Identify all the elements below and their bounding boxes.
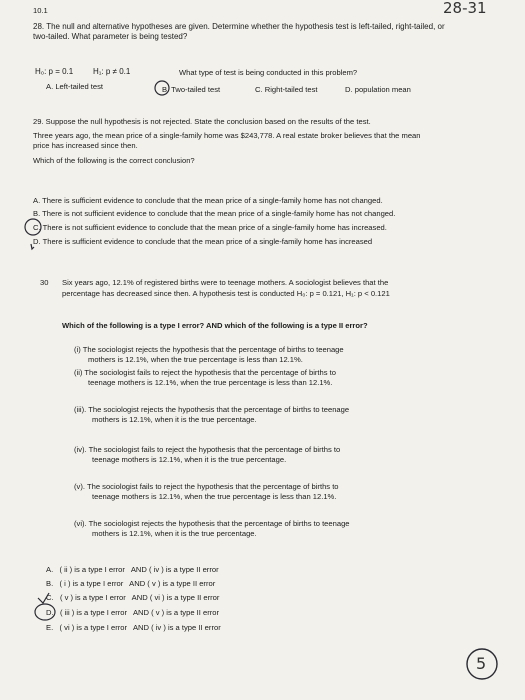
q28-line-2: two-tailed. What parameter is being tested? [33, 32, 188, 41]
q28-option-c[interactable]: C. Right-tailed test [255, 85, 318, 94]
q29-line-1: 29. Suppose the null hypothesis is not rejected. State the conclusion based on the results of the test. [33, 117, 371, 126]
statement-1: (i) The sociologist rejects the hypothesis that the percentage of births to teenage mothers is 12.1%, when the true percentage is less than 12.1%. [74, 345, 344, 364]
section-number: 10.1 [33, 6, 48, 15]
page-number: 5 [476, 654, 487, 673]
q30-option-d[interactable]: D. ( iii ) is a type I error AND ( v ) is a type II error [46, 608, 220, 617]
handwritten-page-range: 28-31 [443, 0, 487, 17]
q29-option-a[interactable]: A. There is sufficient evidence to conclude that the mean price of a single-family home has not changed. [33, 196, 383, 205]
q30-option-a[interactable]: A. ( ii ) is a type I error AND ( iv ) is a type II error [46, 565, 219, 574]
statement-6: (vi). The sociologist rejects the hypothesis that the percentage of births to teenage mothers is 12.1%, when it is the true percentage. [74, 519, 350, 538]
q29-option-c[interactable]: C. There is not sufficient evidence to conclude that the mean price of a single-family home has increased. [33, 223, 387, 232]
q28-line-1: 28. The null and alternative hypotheses are given. Determine whether the hypothesis test is left-tailed, right-tailed, or [33, 22, 445, 31]
check-mark-q30-c [38, 593, 49, 603]
q28-prompt: What type of test is being conducted in this problem? [179, 68, 358, 77]
answer-circle-q28 [155, 81, 169, 95]
q29-line-2: Three years ago, the mean price of a single-family home was $243,778. A real estate broker believes that the mean [33, 131, 421, 140]
statement-5: (v). The sociologist fails to reject the hypothesis that the percentage of births to teenage mothers is 12.1%, when the true percentage is less than 12.1%. [74, 482, 339, 501]
statement-3: (iii). The sociologist rejects the hypothesis that the percentage of births to teenage mothers is 12.1%, when it is the true percentage. [74, 405, 350, 424]
statement-2: (ii) The sociologist fails to reject the hypothesis that the percentage of births to teenage mothers is 12.1%, when the true percentage is less than 12.1%. [74, 368, 337, 387]
q29-line-4: Which of the following is the correct conclusion? [33, 156, 195, 165]
statement-4: (iv). The sociologist fails to reject the hypothesis that the percentage of births to teenage mothers is 12.1%, when it is the true percentage. [74, 445, 341, 464]
q28-null-hypothesis: H₀: p = 0.1 [35, 67, 74, 76]
q29-option-b[interactable]: B. There is not sufficient evidence to conclude that the mean price of a single-family home has not changed. [33, 209, 396, 218]
q28-option-b[interactable]: B. Two-tailed test [162, 85, 221, 94]
q30-option-c[interactable]: C. ( v ) is a type I error AND ( vi ) is a type II error [46, 593, 220, 602]
q29-option-d[interactable]: D. There is sufficient evidence to conclude that the mean price of a single-family home has increased [33, 237, 373, 246]
answer-circle-q30 [35, 604, 55, 620]
q30-line-2: percentage has decreased since then. A hypothesis test is conducted H₀: p = 0.121, H₁: p < 0.121 [62, 289, 390, 298]
q30-number: 30 [40, 278, 49, 287]
q30-option-b[interactable]: B. ( i ) is a type I error AND ( v ) is a type II error [46, 579, 216, 588]
pen-tick-q29-d [31, 244, 34, 249]
q28-option-d[interactable]: D. population mean [345, 85, 411, 94]
q28-option-a[interactable]: A. Left-tailed test [46, 82, 104, 91]
q30-option-e[interactable]: E. ( vi ) is a type I error AND ( iv ) is a type II error [46, 623, 221, 632]
answer-circle-q29 [25, 219, 41, 235]
q30-line-1: Six years ago, 12.1% of registered births were to teenage mothers. A sociologist believes that the [62, 278, 389, 287]
q29-line-3: price has increased since then. [33, 141, 138, 150]
q30-question: Which of the following is a type I error? AND which of the following is a type II error? [62, 321, 368, 330]
q28-alt-hypothesis: H₁: p ≠ 0.1 [93, 67, 131, 76]
